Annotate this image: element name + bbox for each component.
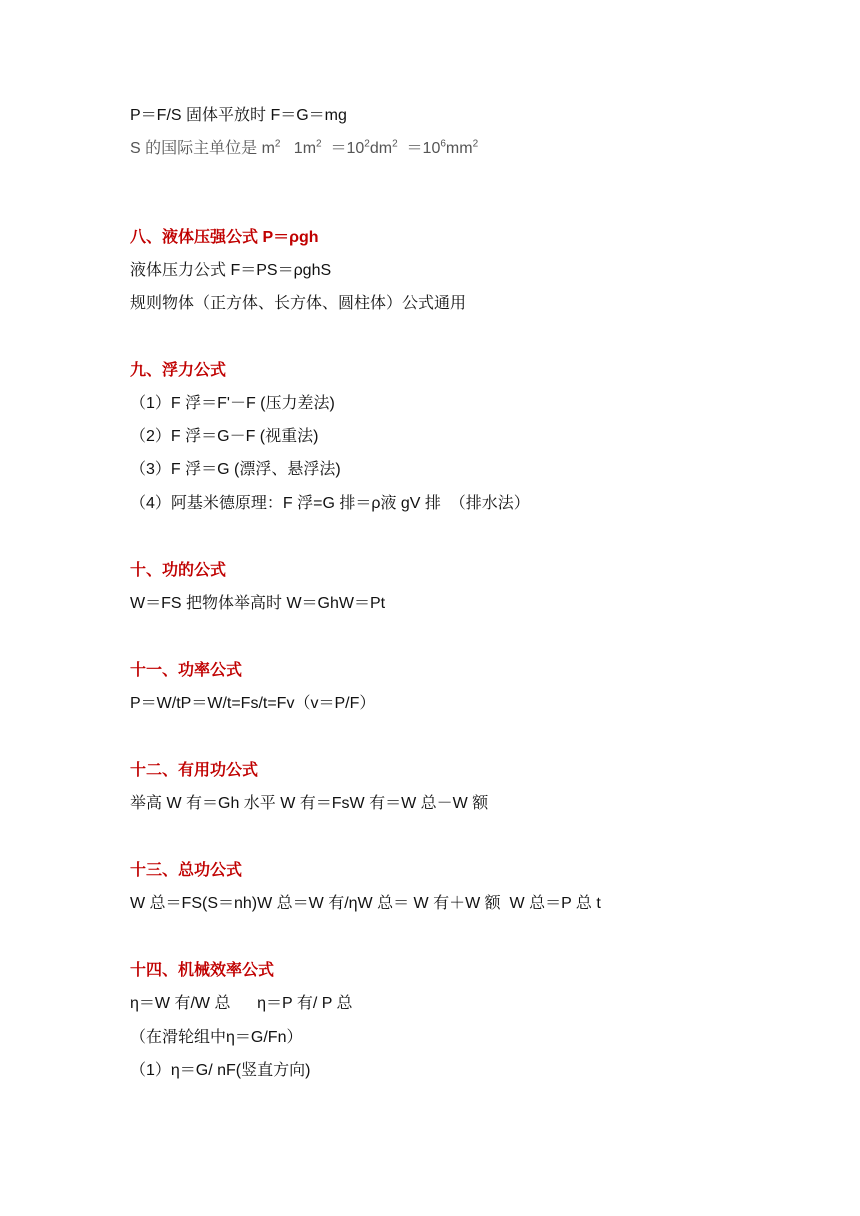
section-9-line-4: （4）阿基米德原理：F 浮=G 排＝ρ液 gV 排 （排水法）: [130, 495, 530, 512]
section-13-line-1: W 总＝FS(S＝nh)W 总＝W 有/ηW 总＝ W 有＋W 额 W 总＝P 总 t: [130, 895, 601, 912]
section-9-line-1: （1）F 浮＝F'－F (压力差法): [130, 395, 335, 412]
section-10-line-1: W＝FS 把物体举高时 W＝GhW＝Pt: [130, 595, 386, 612]
area-unit-text-e: ＝10: [397, 140, 441, 157]
section-8-line-2: 规则物体（正方体、长方体、圆柱体）公式通用: [130, 295, 467, 312]
area-unit-sup-f: 2: [472, 138, 479, 150]
area-unit-sup-e: 6: [440, 138, 446, 150]
area-unit-text-a: S 的国际主单位是 m: [130, 140, 275, 157]
area-unit-sup-d: 2: [392, 138, 398, 150]
area-unit-sup-a: 2: [274, 138, 281, 150]
section-12-heading: 十二、有用功公式: [130, 762, 259, 779]
pressure-formula-line: P＝F/S 固体平放时 F＝G＝mg: [130, 107, 347, 124]
section-12-line-1: 举高 W 有＝Gh 水平 W 有＝FsW 有＝W 总－W 额: [130, 795, 489, 812]
section-13-heading: 十三、总功公式: [130, 862, 243, 879]
section-14-line-2: （在滑轮组中η＝G/Fn）: [130, 1029, 303, 1046]
area-unit-sup-b: 2: [316, 138, 322, 150]
section-10-heading: 十、功的公式: [130, 562, 227, 579]
section-11-line-1: P＝W/tP＝W/t=Fs/t=Fv（v＝P/F）: [130, 695, 376, 712]
area-unit-line: [130, 139, 478, 159]
area-unit-text-c: ＝10: [321, 140, 365, 157]
section-9-line-2: （2）F 浮＝G－F (视重法): [130, 428, 319, 445]
section-9-heading: 九、浮力公式: [130, 362, 227, 379]
area-unit-text-b: 1m: [280, 140, 317, 157]
section-9-line-3: （3）F 浮＝G (漂浮、悬浮法): [130, 461, 341, 478]
section-14-heading: 十四、机械效率公式: [130, 962, 275, 979]
section-8-line-1: 液体压力公式 F＝PS＝ρghS: [130, 262, 332, 279]
section-8-heading: 八、液体压强公式 P＝ρgh: [130, 229, 319, 246]
area-unit-sup-c: 2: [364, 138, 370, 150]
section-14-line-3: （1）η＝G/ nF(竖直方向): [130, 1062, 311, 1079]
area-unit-text-f: mm: [445, 140, 473, 157]
area-unit-text-d: dm: [369, 140, 393, 157]
section-11-heading: 十一、功率公式: [130, 662, 243, 679]
section-14-line-1: η＝W 有/W 总 η＝P 有/ P 总: [130, 995, 353, 1012]
